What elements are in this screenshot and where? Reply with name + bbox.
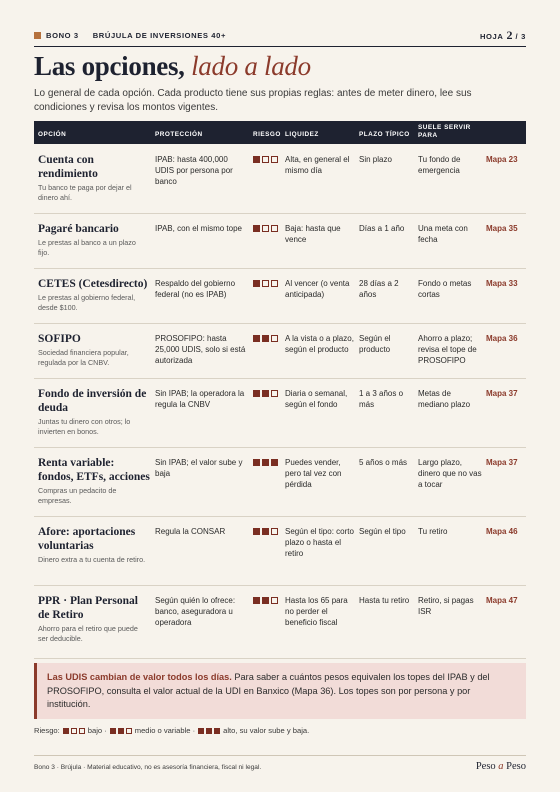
option-description: Sociedad financiera popular, regulada por la CNBV. bbox=[38, 348, 129, 367]
risk-high-icon bbox=[198, 728, 220, 734]
map-reference: Mapa 37 bbox=[486, 389, 518, 398]
term-cell: Hasta tu retiro bbox=[359, 596, 410, 605]
map-reference: Mapa 47 bbox=[486, 596, 518, 605]
col-plazo: PLAZO TÍPICO bbox=[359, 131, 410, 138]
risk-mid-icon bbox=[110, 728, 132, 734]
use-cell: Tu fondo de emergencia bbox=[418, 155, 461, 175]
use-cell: Largo plazo, dinero que no vas a tocar bbox=[418, 458, 482, 489]
map-reference: Mapa 37 bbox=[486, 458, 518, 467]
bono-label: BONO 3 bbox=[46, 30, 79, 40]
use-cell: Retiro, si pagas ISR bbox=[418, 596, 474, 616]
liquidity-cell: Según el tipo: corto plazo o hasta el retiro bbox=[285, 527, 354, 558]
udis-note bbox=[34, 663, 526, 719]
legend-high: alto, su valor sube y baja. bbox=[223, 726, 310, 735]
table-row bbox=[34, 379, 526, 448]
option-description: Ahorro para el retiro que puede ser deducible. bbox=[38, 624, 138, 643]
use-cell: Tu retiro bbox=[418, 527, 448, 536]
footer-text: Bono 3 · Brújula · Material educativo, no es asesoría financiera, fiscal ni legal. bbox=[34, 764, 262, 771]
option-cell bbox=[38, 387, 150, 437]
term-cell: Según el producto bbox=[359, 334, 391, 354]
option-cell bbox=[38, 594, 150, 644]
top-divider bbox=[34, 46, 526, 47]
risk-level-icon bbox=[253, 459, 278, 466]
table-row bbox=[34, 145, 526, 214]
term-cell: 5 años o más bbox=[359, 458, 408, 467]
term-cell: Sin plazo bbox=[359, 155, 392, 164]
col-riesgo: RIESGO bbox=[253, 131, 281, 138]
top-bar bbox=[34, 28, 526, 42]
series-title: BRÚJULA DE INVERSIONES 40+ bbox=[92, 30, 226, 40]
title-accent: lado a lado bbox=[191, 51, 311, 81]
option-name: SOFIPO bbox=[38, 333, 81, 345]
page-indicator bbox=[480, 28, 526, 43]
risk-level-icon bbox=[253, 597, 278, 604]
protection-cell: PROSOFIPO: hasta 25,000 UDIS, solo si está autorizada bbox=[155, 334, 246, 365]
option-name: Cuenta con rendimiento bbox=[38, 154, 98, 180]
col-opcion: OPCIÓN bbox=[38, 131, 67, 138]
liquidity-cell: A la vista o a plazo, según el producto bbox=[285, 334, 354, 354]
use-cell: Una meta con fecha bbox=[418, 224, 468, 244]
protection-cell: Respaldo del gobierno federal (no es IPAB) bbox=[155, 279, 236, 299]
risk-level-icon bbox=[253, 156, 278, 163]
option-name: Afore: aportaciones voluntarias bbox=[38, 526, 136, 552]
map-reference: Mapa 46 bbox=[486, 527, 518, 536]
option-name: Fondo de inversión de deuda bbox=[38, 388, 147, 414]
col-liquidez: LIQUIDEZ bbox=[285, 131, 319, 138]
risk-legend bbox=[34, 726, 309, 735]
liquidity-cell: Alta, en general el mismo día bbox=[285, 155, 350, 175]
option-cell bbox=[38, 332, 150, 368]
table-row bbox=[34, 214, 526, 269]
protection-cell: IPAB, con el mismo tope bbox=[155, 224, 242, 233]
table-row bbox=[34, 269, 526, 324]
brand-word-a: a bbox=[498, 761, 504, 772]
table-row bbox=[34, 586, 526, 659]
use-cell: Metas de mediano plazo bbox=[418, 389, 471, 409]
note-text: Para saber a cuántos pesos equivalen los topes del IPAB y del PROSOFIPO, consulta el valor actual de la UDI en Banxico (Mapa 36). Los topes son por persona y por institución. bbox=[47, 672, 490, 709]
risk-level-icon bbox=[253, 528, 278, 535]
brand-word-1: Peso bbox=[475, 761, 496, 772]
footer-divider bbox=[34, 755, 526, 756]
table-row bbox=[34, 517, 526, 586]
series-label bbox=[34, 31, 226, 40]
protection-cell: Regula la CONSAR bbox=[155, 527, 226, 536]
intro-paragraph: Lo general de cada opción. Cada producto tiene sus propias reglas: antes de meter dinero, lee sus condiciones y revisa los montos vigentes. bbox=[34, 88, 472, 113]
use-cell: Ahorro a plazo; revisa el tope de PROSOFIPO bbox=[418, 334, 477, 365]
term-cell: 28 días a 2 años bbox=[359, 279, 399, 299]
option-cell bbox=[38, 222, 150, 258]
risk-level-icon bbox=[253, 225, 278, 232]
table-row bbox=[34, 324, 526, 379]
protection-cell: Según quién lo ofrece: banco, aseguradora u operadora bbox=[155, 596, 236, 627]
square-bullet-icon bbox=[34, 32, 41, 39]
option-description: Le prestas al banco a un plazo fijo. bbox=[38, 238, 136, 257]
legend-label: Riesgo: bbox=[34, 726, 60, 735]
map-reference: Mapa 23 bbox=[486, 155, 518, 164]
col-proteccion: PROTECCIÓN bbox=[155, 131, 203, 138]
risk-level-icon bbox=[253, 280, 278, 287]
option-cell bbox=[38, 153, 150, 203]
option-name: Pagaré bancario bbox=[38, 223, 119, 235]
page-title bbox=[34, 51, 311, 82]
table-header bbox=[34, 121, 526, 144]
option-name: Renta variable: fondos, ETFs, acciones bbox=[38, 457, 150, 483]
liquidity-cell: Al vencer (o venta anticipada) bbox=[285, 279, 350, 299]
option-name: PPR · Plan Personal de Retiro bbox=[38, 595, 138, 621]
risk-level-icon bbox=[253, 335, 278, 342]
title-main: Las opciones, bbox=[34, 51, 185, 81]
legend-low: bajo · bbox=[87, 726, 107, 735]
protection-cell: IPAB: hasta 400,000 UDIS por persona por banco bbox=[155, 155, 233, 186]
option-cell bbox=[38, 277, 150, 313]
liquidity-cell: Puedes vender, pero tal vez con pérdida bbox=[285, 458, 342, 489]
document-page bbox=[34, 0, 526, 792]
col-uso-1: SUELE SERVIR bbox=[418, 124, 471, 131]
map-reference: Mapa 36 bbox=[486, 334, 518, 343]
hoja-label: HOJA bbox=[479, 31, 504, 41]
risk-low-icon bbox=[63, 728, 85, 734]
protection-cell: Sin IPAB; el valor sube y baja bbox=[155, 458, 243, 478]
term-cell: 1 a 3 años o más bbox=[359, 389, 404, 409]
note-bold: Las UDIS cambian de valor todos los días. bbox=[47, 672, 232, 682]
option-description: Dinero extra a tu cuenta de retiro. bbox=[38, 555, 146, 564]
map-reference: Mapa 35 bbox=[486, 224, 518, 233]
option-description: Compras un pedacito de empresas. bbox=[38, 486, 117, 505]
protection-cell: Sin IPAB; la operadora la regula la CNBV bbox=[155, 389, 245, 409]
page-current: 2 bbox=[506, 27, 513, 42]
option-description: Tu banco te paga por dejar el dinero ahí. bbox=[38, 183, 132, 202]
liquidity-cell: Diaria o semanal, según el fondo bbox=[285, 389, 348, 409]
liquidity-cell: Hasta los 65 para no perder el beneficio fiscal bbox=[285, 596, 348, 627]
option-name: CETES (Cetesdirecto) bbox=[38, 278, 148, 290]
table-row bbox=[34, 448, 526, 517]
col-uso-2: PARA bbox=[418, 132, 438, 139]
page-total: 3 bbox=[521, 31, 526, 41]
page-sep: / bbox=[515, 31, 519, 41]
brand-logo bbox=[476, 761, 526, 772]
option-cell bbox=[38, 525, 150, 565]
map-reference: Mapa 33 bbox=[486, 279, 518, 288]
option-description: Juntas tu dinero con otros; lo invierten en bonos. bbox=[38, 417, 131, 436]
term-cell: Según el tipo bbox=[359, 527, 406, 536]
option-description: Le prestas al gobierno federal, desde $100. bbox=[38, 293, 136, 312]
risk-level-icon bbox=[253, 390, 278, 397]
term-cell: Días a 1 año bbox=[359, 224, 405, 233]
option-cell bbox=[38, 456, 150, 506]
legend-mid: medio o variable · bbox=[134, 726, 196, 735]
brand-word-2: Peso bbox=[506, 761, 526, 772]
liquidity-cell: Baja: hasta que vence bbox=[285, 224, 341, 244]
use-cell: Fondo o metas cortas bbox=[418, 279, 472, 299]
